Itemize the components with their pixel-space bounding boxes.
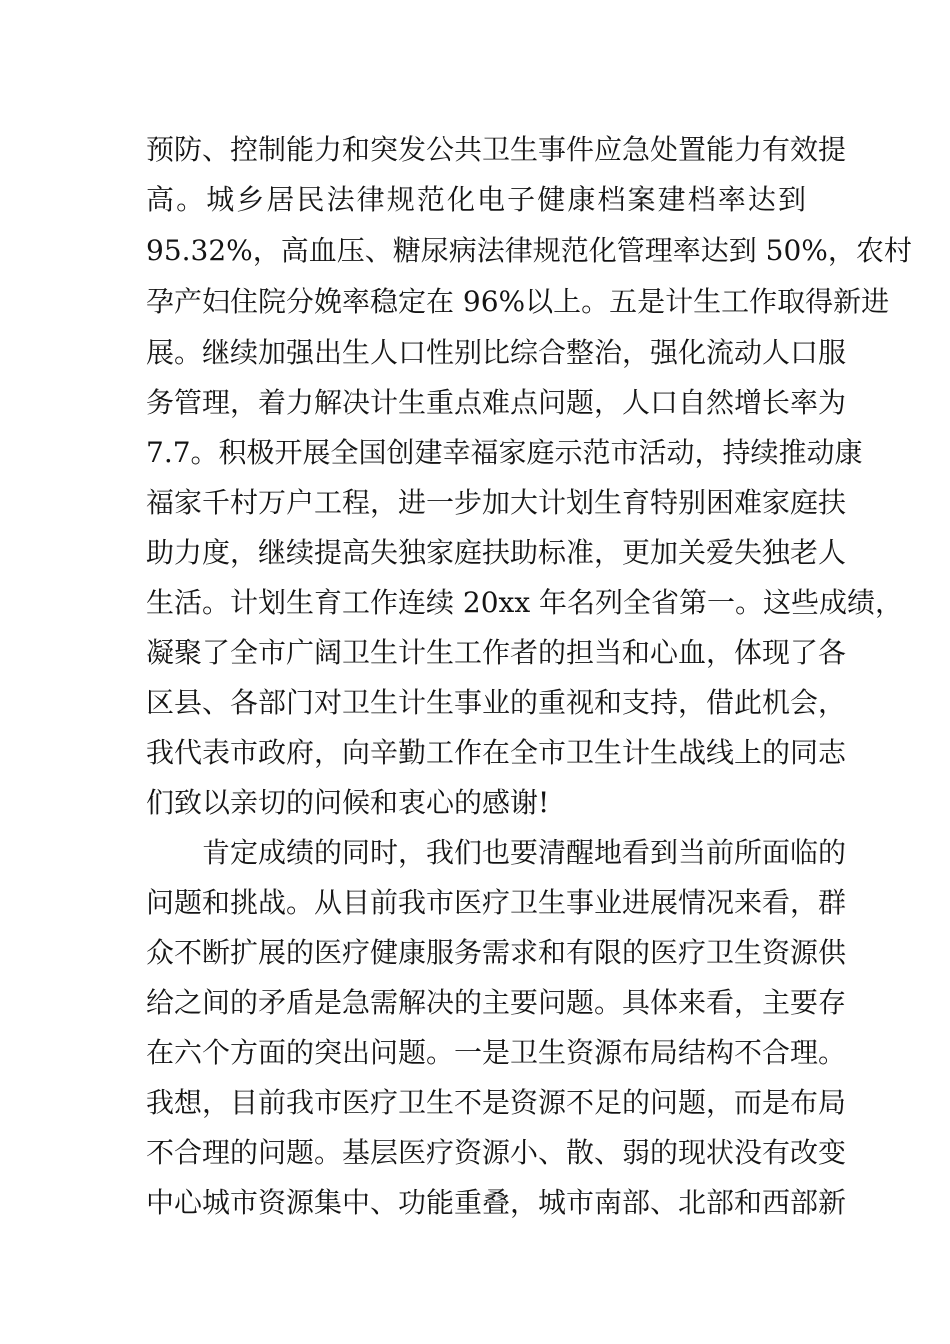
text-line: 福家千村万户工程，进一步加大计划生育特别困难家庭扶 xyxy=(146,486,847,519)
text-line: 95.32%，高血压、糖尿病法律规范化管理率达到 50%，农村 xyxy=(146,234,912,267)
text-line: 预防、控制能力和突发公共卫生事件应急处置能力有效提 xyxy=(146,133,847,166)
text-line: 展。继续加强出生人口性别比综合整治，强化流动人口服 xyxy=(146,336,847,369)
text-line: 不合理的问题。基层医疗资源小、散、弱的现状没有改变 xyxy=(146,1136,847,1169)
text-line: 生活。计划生育工作连续 20xx 年名列全省第一。这些成绩， xyxy=(146,586,904,619)
paragraph-first-line: 肯定成绩的同时，我们也要清醒地看到当前所面临的 xyxy=(202,836,847,869)
text-line: 我代表市政府，向辛勤工作在全市卫生计生战线上的同志 xyxy=(146,736,847,769)
text-line: 凝聚了全市广阔卫生计生工作者的担当和心血，体现了各 xyxy=(146,636,847,669)
text-line: 孕产妇住院分娩率稳定在 96%以上。五是计生工作取得新进 xyxy=(146,285,890,318)
text-line: 助力度，继续提高失独家庭扶助标准，更加关爱失独老人 xyxy=(146,536,847,569)
text-line: 问题和挑战。从目前我市医疗卫生事业进展情况来看，群 xyxy=(146,886,847,919)
text-line: 高。城乡居民法律规范化电子健康档案建档率达到 xyxy=(146,183,806,216)
text-line: 中心城市资源集中、功能重叠，城市南部、北部和西部新 xyxy=(146,1186,847,1219)
text-line: 我想，目前我市医疗卫生不是资源不足的问题，而是布局 xyxy=(146,1086,847,1119)
text-line: 区县、各部门对卫生计生事业的重视和支持，借此机会， xyxy=(146,686,847,719)
text-line: 众不断扩展的医疗健康服务需求和有限的医疗卫生资源供 xyxy=(146,936,847,969)
text-line: 务管理，着力解决计生重点难点问题，人口自然增长率为 xyxy=(146,386,847,419)
text-line: 7.7。积极开展全国创建幸福家庭示范市活动，持续推动康 xyxy=(146,436,863,469)
text-line: 在六个方面的突出问题。一是卫生资源布局结构不合理。 xyxy=(146,1036,847,1069)
text-line: 给之间的矛盾是急需解决的主要问题。具体来看，主要存 xyxy=(146,986,847,1019)
text-line: 们致以亲切的问候和衷心的感谢! xyxy=(146,786,550,819)
